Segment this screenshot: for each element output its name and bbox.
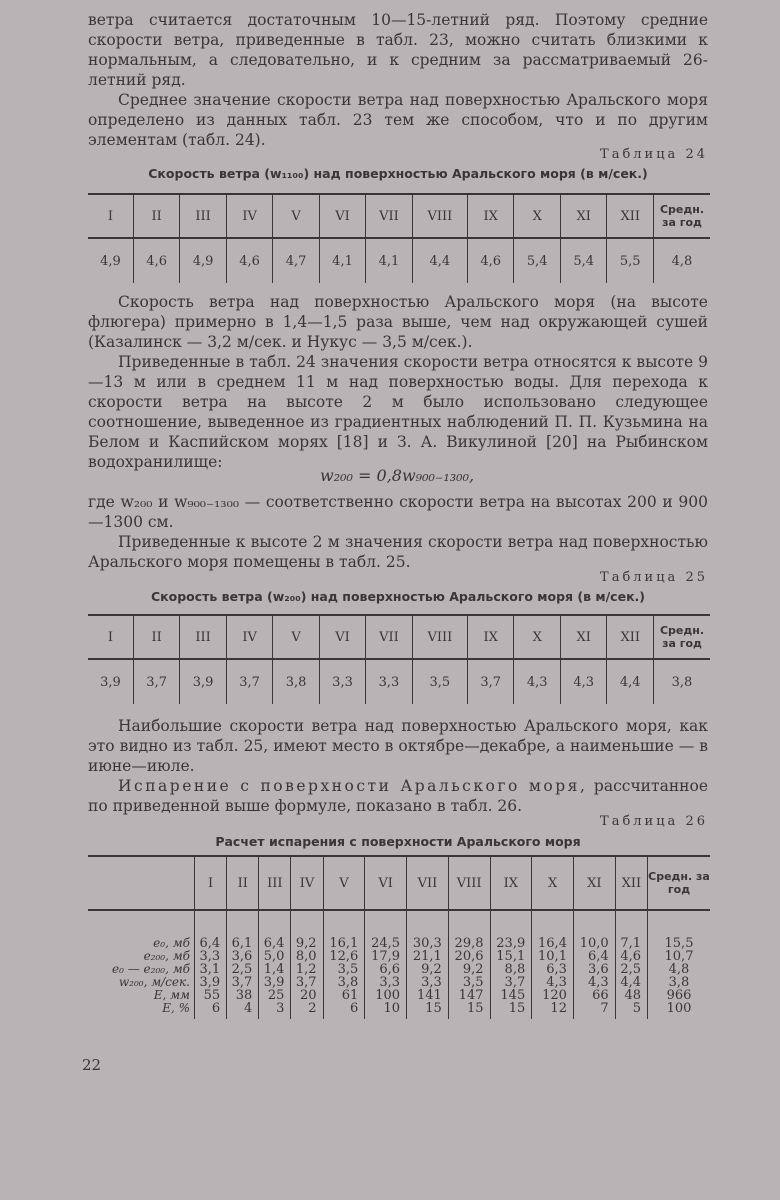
table26-cell: 6 (195, 1002, 227, 1019)
table26-cell: 6,1 (227, 910, 259, 950)
table26-cell: 8,8 (490, 963, 532, 976)
table26-cell: 3,9 (195, 976, 227, 989)
table25-cell: 3,7 (133, 659, 179, 704)
table24-cell: 5,4 (560, 238, 606, 283)
table26-cell: 17,9 (365, 950, 407, 963)
table26-cell: 3,8 (323, 976, 365, 989)
table24-cell: 5,5 (607, 238, 654, 283)
table25-cell: 4,4 (607, 659, 654, 704)
table25-header: II (133, 615, 179, 659)
table26-cell: 2 (291, 1002, 323, 1019)
table25-cell: 3,7 (226, 659, 272, 704)
table26-header: I (195, 856, 227, 910)
page-number: 22 (82, 1056, 102, 1074)
table25-header: IX (468, 615, 514, 659)
table26-cell: 24,5 (365, 910, 407, 950)
table26-cell-average: 966 (648, 989, 711, 1002)
table26-cell: 25 (259, 989, 291, 1002)
table26-body (88, 910, 710, 1019)
paragraph-1: ветра считается достаточным 10—15-летний ряд. Поэтому средние скорости ветра, приведенные в табл. 23, можно считать близкими к нормальным, а следовательно, и к средним за рассматриваемый 26-летний ряд. (88, 11, 708, 89)
paragraph-4: Приведенные в табл. 24 значения скорости ветра относятся к высоте 9—13 м или в среднем 11 м над поверхностью воды. Для перехода к скорости ветра на высоте 2 м было использовано следующее соотношение, выведенное из градиентных наблюдений П. П. Кузьмина на Белом и Каспийском морях [18] и З. А. Викулиной [20] на Рыбинском водохранилище: (88, 353, 708, 471)
table25-label: Таблица 25 (600, 570, 708, 585)
table24-header: I (88, 194, 133, 238)
table26-cell: 6,4 (259, 910, 291, 950)
table24-cell: 4,9 (180, 238, 226, 283)
table26-row (88, 910, 710, 950)
table26-header: XII (615, 856, 647, 910)
table26-cell: 9,2 (448, 963, 490, 976)
table26-cell: 1,4 (259, 963, 291, 976)
table24-caption: Скорость ветра (w₁₁₀₀) над поверхностью Аральского моря (в м/сек.) (148, 166, 648, 181)
table26-cell: 147 (448, 989, 490, 1002)
table24-row (88, 238, 710, 283)
table26-cell: 3,3 (365, 976, 407, 989)
paragraph-5: где w₂₀₀ и w₉₀₀₋₁₃₀₀ — соответственно скорости ветра на высотах 200 и 900—1300 см. (88, 493, 708, 531)
paragraph-2: Среднее значение скорости ветра над поверхностью Аральского моря определено из данных табл. 23 тем же способом, что и по другим элементам (табл. 24). (88, 91, 708, 149)
table25-header: V (273, 615, 319, 659)
table25-cell: 3,3 (366, 659, 412, 704)
table25-header: XII (607, 615, 654, 659)
table26-header: X (532, 856, 574, 910)
table26-cell: 15 (407, 1002, 449, 1019)
table25-cell: 3,3 (319, 659, 365, 704)
table26-cell: 21,1 (407, 950, 449, 963)
table-26 (88, 855, 710, 1019)
table25-cell: 3,5 (412, 659, 467, 704)
table26-cell: 3,5 (323, 963, 365, 976)
table26-cell: 7 (573, 1002, 615, 1019)
table26-cell: 100 (365, 989, 407, 1002)
table25-header: VII (366, 615, 412, 659)
table26-cell: 3,6 (573, 963, 615, 976)
table24-header: V (273, 194, 319, 238)
table26-cell: 6,6 (365, 963, 407, 976)
paragraph-7: Наибольшие скорости ветра над поверхностью Аральского моря, как это видно из табл. 25, имеют место в октябре—декабре, а наименьшие — в июне—июле. (88, 717, 708, 775)
table26-cell: 15 (448, 1002, 490, 1019)
table25-header: VIII (412, 615, 467, 659)
table26-cell-average: 4,8 (648, 963, 711, 976)
table26-cell-average: 100 (648, 1002, 711, 1019)
table26-cell: 3,3 (407, 976, 449, 989)
table24-cell: 4,4 (412, 238, 467, 283)
table24-cell: 4,1 (366, 238, 412, 283)
table26-cell: 48 (615, 989, 647, 1002)
table24-header: XI (560, 194, 606, 238)
table25-header: I (88, 615, 133, 659)
table26-cell: 4,3 (573, 976, 615, 989)
table26-header: IV (291, 856, 323, 910)
table24-cell: 4,6 (133, 238, 179, 283)
table24-header: VII (366, 194, 412, 238)
table26-cell: 3,1 (195, 963, 227, 976)
table26-cell: 4,6 (615, 950, 647, 963)
paragraph-8 (88, 776, 708, 816)
table26-header: VI (365, 856, 407, 910)
table24-header: IX (468, 194, 514, 238)
table26-cell: 9,2 (407, 963, 449, 976)
table26-label: Таблица 26 (600, 814, 708, 829)
table26-header-row (88, 856, 710, 910)
table26-header: IX (490, 856, 532, 910)
paragraph-3: Скорость ветра над поверхностью Аральского моря (на высоте флюгера) примерно в 1,4—1,5 раза выше, чем над окружающей сушей (Казалинск — 3,2 м/сек. и Нукус — 3,5 м/сек.). (88, 293, 708, 351)
paragraph-8-spaced: Испарение с поверхности Аральского моря, (118, 777, 588, 795)
table25-header: VI (319, 615, 365, 659)
table24-header: IV (226, 194, 272, 238)
table26-cell: 6 (323, 1002, 365, 1019)
table25-caption: Скорость ветра (w₂₀₀) над поверхностью Аральского моря (в м/сек.) (150, 589, 646, 604)
table26-row-label: E, мм (153, 988, 190, 1002)
table26-cell: 4,4 (615, 976, 647, 989)
table24-header: VI (319, 194, 365, 238)
table26-cell: 38 (227, 989, 259, 1002)
table26-header: II (227, 856, 259, 910)
table24-header: II (133, 194, 179, 238)
table26-cell: 12,6 (323, 950, 365, 963)
table25-row (88, 659, 710, 704)
table26-cell: 145 (490, 989, 532, 1002)
table26-cell: 10,0 (573, 910, 615, 950)
table26-caption: Расчет испарения с поверхности Аральского моря (215, 834, 581, 849)
table26-cell: 6,4 (195, 910, 227, 950)
table25-header: III (180, 615, 226, 659)
table26-header: VIII (448, 856, 490, 910)
table24-cell: 4,1 (319, 238, 365, 283)
table26-cell: 3,7 (490, 976, 532, 989)
table26-cell: 8,0 (291, 950, 323, 963)
table24-cell: 5,4 (514, 238, 560, 283)
table26-header: VII (407, 856, 449, 910)
table26-cell: 5 (615, 1002, 647, 1019)
table26-cell: 15 (490, 1002, 532, 1019)
table26-cell: 29,8 (448, 910, 490, 950)
table24-label: Таблица 24 (600, 147, 708, 162)
table26-cell: 4 (227, 1002, 259, 1019)
table26-cell: 55 (195, 989, 227, 1002)
table26-cell: 23,9 (490, 910, 532, 950)
table24-header: XII (607, 194, 654, 238)
table25-cell: 3,9 (180, 659, 226, 704)
table24-cell: 4,6 (226, 238, 272, 283)
table26-header-stub (88, 856, 195, 910)
table26-cell: 16,1 (323, 910, 365, 950)
table26-cell: 20 (291, 989, 323, 1002)
table25-cell: 4,3 (514, 659, 560, 704)
table26-cell: 3,7 (227, 976, 259, 989)
table25-header: IV (226, 615, 272, 659)
table26-cell: 120 (532, 989, 574, 1002)
table24-header: X (514, 194, 560, 238)
table26-cell: 3,3 (195, 950, 227, 963)
table26-cell: 4,3 (532, 976, 574, 989)
table24-cell-average: 4,8 (654, 238, 711, 283)
table24-cell: 4,6 (468, 238, 514, 283)
table25-header-average: Средн. за год (654, 615, 711, 659)
table26-cell: 6,4 (573, 950, 615, 963)
table26-cell: 3,7 (291, 976, 323, 989)
table26-row-label: E, % (162, 1001, 190, 1015)
table26-cell: 10,1 (532, 950, 574, 963)
table26-cell-average: 15,5 (648, 910, 711, 950)
table-25 (88, 614, 710, 704)
table26-row-label: e₀ — e₂₀₀, мб (112, 962, 190, 976)
table24-header: III (180, 194, 226, 238)
table26-cell: 7,1 (615, 910, 647, 950)
table26-row-label: e₂₀₀, мб (143, 949, 190, 963)
table26-cell: 66 (573, 989, 615, 1002)
table25-cell: 3,9 (100, 674, 121, 690)
table26-cell: 9,2 (291, 910, 323, 950)
table26-cell: 5,0 (259, 950, 291, 963)
table26-cell-average: 10,7 (648, 950, 711, 963)
table26-row-label: w₂₀₀, м/сек. (118, 975, 190, 989)
paragraph-8-rest: рассчитанное по приведенной выше формуле, показано в табл. 26. (88, 777, 708, 815)
table25-header: X (514, 615, 560, 659)
table26-header: XI (573, 856, 615, 910)
table26-cell: 30,3 (407, 910, 449, 950)
table26-cell: 2,5 (227, 963, 259, 976)
table24-header-row (88, 194, 710, 238)
table25-header: XI (560, 615, 606, 659)
table26-cell: 10 (365, 1002, 407, 1019)
table26-cell: 15,1 (490, 950, 532, 963)
paragraph-6: Приведенные к высоте 2 м значения скорости ветра над поверхностью Аральского моря помещены в табл. 25. (88, 533, 708, 571)
table26-cell: 16,4 (532, 910, 574, 950)
table26-cell: 3,5 (448, 976, 490, 989)
table26-header: III (259, 856, 291, 910)
table24-header: VIII (412, 194, 467, 238)
table25-cell-average: 3,8 (654, 659, 711, 704)
table-24 (88, 193, 710, 283)
table25-cell: 4,3 (560, 659, 606, 704)
table26-row-label: e₀, мб (153, 936, 190, 950)
table26-cell: 2,5 (615, 963, 647, 976)
formula: w₂₀₀ = 0,8w₉₀₀₋₁₃₀₀, (320, 466, 475, 485)
table26-header: V (323, 856, 365, 910)
table26-cell: 6,3 (532, 963, 574, 976)
table24-cell: 4,7 (273, 238, 319, 283)
table25-cell: 3,7 (468, 659, 514, 704)
table26-cell-average: 3,8 (648, 976, 711, 989)
table24-cell: 4,9 (100, 253, 121, 269)
table26-cell: 61 (323, 989, 365, 1002)
table25-header-row (88, 615, 710, 659)
table26-cell: 1,2 (291, 963, 323, 976)
table26-cell: 141 (407, 989, 449, 1002)
table26-cell: 20,6 (448, 950, 490, 963)
table26-cell: 3,6 (227, 950, 259, 963)
table26-cell: 3,9 (259, 976, 291, 989)
table26-header-average: Средн. за год (648, 856, 711, 910)
table26-cell: 3 (259, 1002, 291, 1019)
table26-cell: 12 (532, 1002, 574, 1019)
table24-header-average: Средн. за год (654, 194, 711, 238)
table25-cell: 3,8 (273, 659, 319, 704)
table26-row (88, 1002, 710, 1019)
